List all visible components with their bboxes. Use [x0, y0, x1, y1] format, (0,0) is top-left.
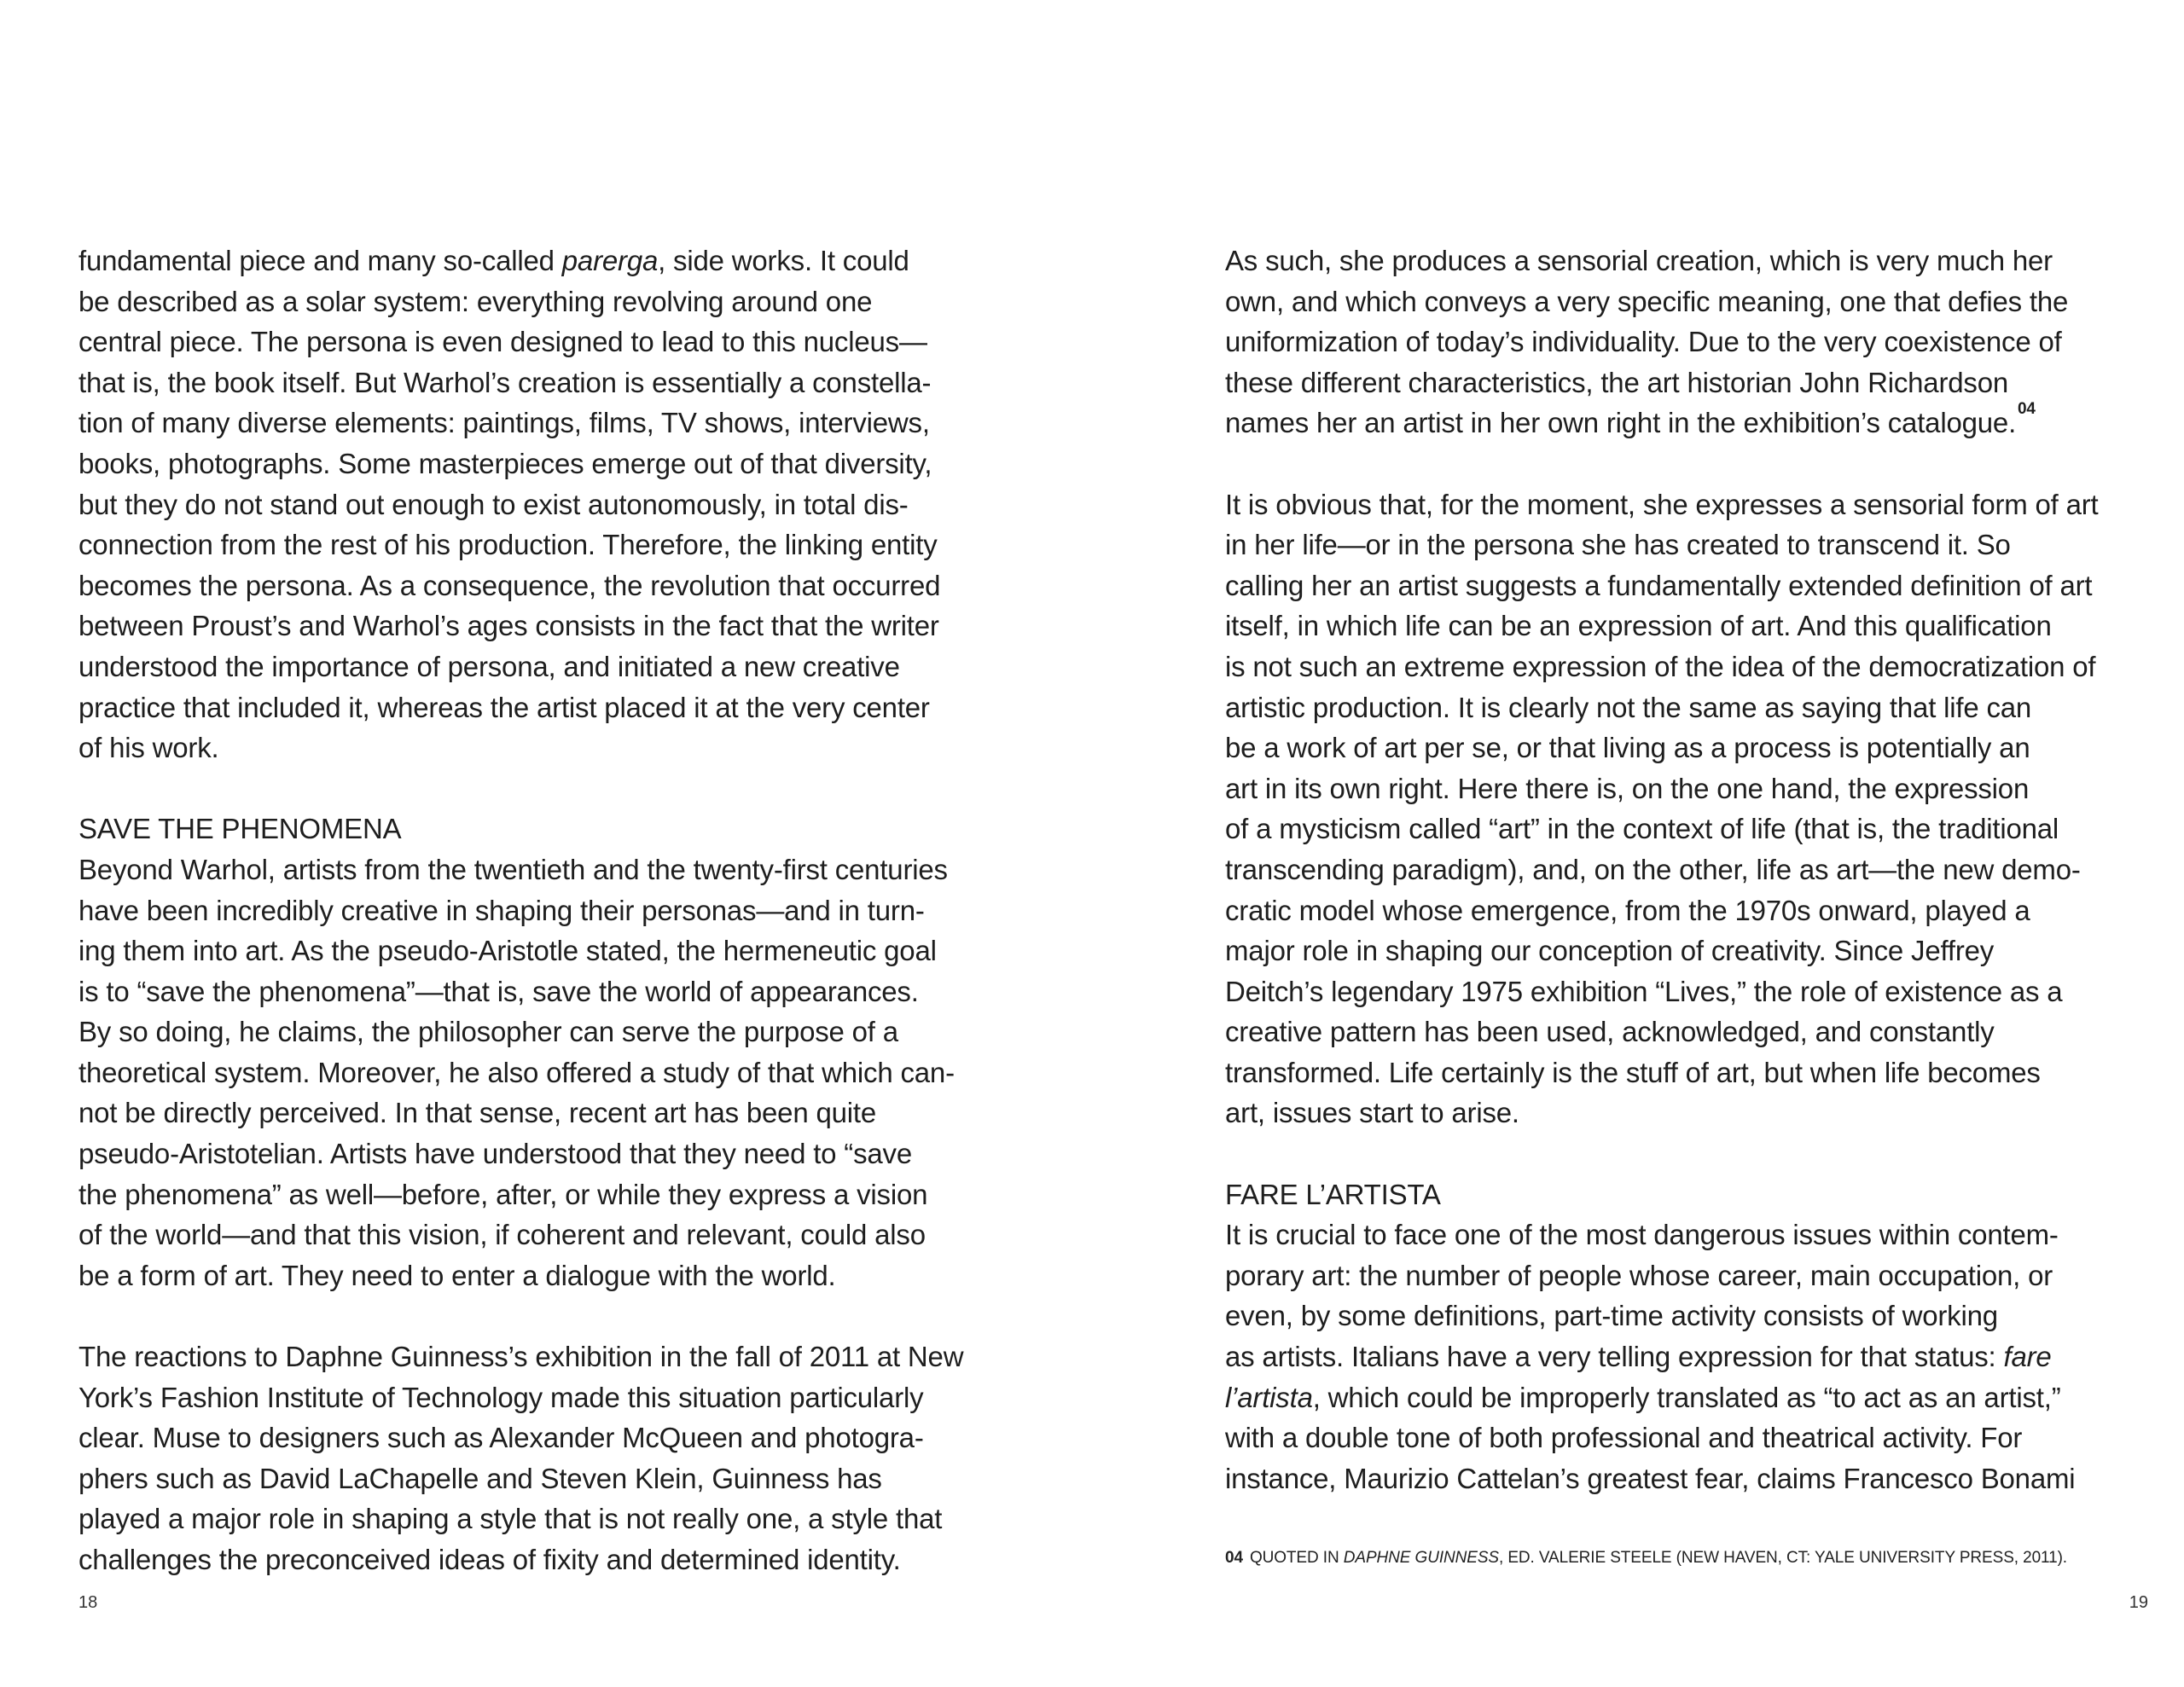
- left-page-body-text: [78, 241, 983, 1580]
- left-text-line: tion of many diverse elements: paintings, films, TV shows, interviews,: [78, 407, 930, 439]
- right-page-body-text: [1225, 241, 2116, 1499]
- right-text-line: [1225, 1377, 2116, 1418]
- left-text-line: [78, 241, 983, 281]
- left-text-line: ing them into art. As the pseudo-Aristotle stated, the hermeneutic goal: [78, 935, 937, 967]
- left-page-number: 18: [78, 1593, 98, 1612]
- left-text-line: is to “save the phenomena”—that is, save the world of appearances.: [78, 975, 919, 1007]
- right-text-line: these different characteristics, the art historian John Richardson: [1225, 366, 2009, 398]
- italic-term: fare: [2003, 1341, 2052, 1373]
- text-segment: , side works. It could: [658, 245, 909, 276]
- right-text-line: is not such an extreme expression of the idea of the democratization of: [1225, 650, 2096, 682]
- left-text-line: have been incredibly creative in shaping their personas—and in turn-: [78, 894, 925, 926]
- left-text-line: between Proust’s and Warhol’s ages consists in the fact that the writer: [78, 610, 939, 642]
- right-text-line: uniformization of today’s individuality. Due to the very coexistence of: [1225, 326, 2062, 358]
- right-text-line: calling her an artist suggests a fundamentally extended definition of art: [1225, 569, 2093, 601]
- right-page-number: 19: [2129, 1593, 2148, 1612]
- left-text-line: not be directly perceived. In that sense, recent art has been quite: [78, 1097, 877, 1129]
- right-text-line: even, by some definitions, part-time activity consists of working: [1225, 1300, 1998, 1332]
- footnote-italic-title: DAPHNE GUINNESS: [1343, 1549, 1499, 1567]
- left-text-line: understood the importance of persona, and initiated a new creative: [78, 650, 900, 682]
- right-text-line: As such, she produces a sensorial creation, which is very much her: [1225, 245, 2053, 276]
- right-text-line: creative pattern has been used, acknowledged, and constantly: [1225, 1016, 1995, 1048]
- right-text-line: with a double tone of both professional and theatrical activity. For: [1225, 1422, 2023, 1454]
- left-text-line: but they do not stand out enough to exist autonomously, in total dis-: [78, 488, 909, 520]
- right-section-heading: FARE L’ARTISTA: [1225, 1178, 1441, 1210]
- left-paragraph-gap: [78, 768, 983, 809]
- right-text-line: major role in shaping our conception of creativity. Since Jeffrey: [1225, 935, 1995, 967]
- left-text-line: Beyond Warhol, artists from the twentieth and the twenty-first centuries: [78, 853, 948, 885]
- left-text-line: theoretical system. Moreover, he also offered a study of that which can-: [78, 1056, 955, 1088]
- left-text-line: of his work.: [78, 732, 219, 764]
- text-segment: , which could be improperly translated as “to act as an artist,”: [1312, 1381, 2061, 1413]
- right-text-line: in her life—or in the persona she has created to transcend it. So: [1225, 529, 2011, 561]
- left-text-line: The reactions to Daphne Guinness’s exhibition in the fall of 2011 at New: [78, 1341, 964, 1373]
- footnote-text-before: QUOTED IN: [1249, 1549, 1344, 1567]
- right-text-line: transformed. Life certainly is the stuff of art, but when life becomes: [1225, 1056, 2041, 1088]
- italic-term: l’artista: [1225, 1381, 1313, 1413]
- right-text-line: transcending paradigm), and, on the other, life as art—the new demo-: [1225, 853, 2081, 885]
- right-text-line: It is obvious that, for the moment, she expresses a sensorial form of art: [1225, 488, 2099, 520]
- footnote-text-after: , ED. VALERIE STEELE (NEW HAVEN, CT: YALE UNIVERSITY PRESS, 2011).: [1498, 1549, 2067, 1567]
- footnote-reference: 04: [2018, 400, 2036, 419]
- right-text-line: porary art: the number of people whose career, main occupation, or: [1225, 1259, 2053, 1291]
- left-text-line: central piece. The persona is even designed to lead to this nucleus—: [78, 326, 927, 358]
- right-page: [1092, 0, 2184, 1687]
- left-text-line: of the world—and that this vision, if coherent and relevant, could also: [78, 1219, 926, 1251]
- right-text-line: art in its own right. Here there is, on the one hand, the expression: [1225, 772, 2030, 804]
- right-text-line: cratic model whose emergence, from the 1970s onward, played a: [1225, 894, 2030, 926]
- right-paragraph-gap: [1225, 443, 2116, 484]
- right-text-line: [1225, 400, 2116, 443]
- right-text-line: be a work of art per se, or that living as a process is potentially an: [1225, 732, 2030, 764]
- right-text-line: Deitch’s legendary 1975 exhibition “Lives,” the role of existence as a: [1225, 975, 2063, 1007]
- left-text-line: clear. Muse to designers such as Alexander McQueen and photogra-: [78, 1422, 924, 1454]
- left-text-line: be a form of art. They need to enter a dialogue with the world.: [78, 1259, 836, 1291]
- left-text-line: books, photographs. Some masterpieces emerge out of that diversity,: [78, 447, 932, 479]
- footnote-number: 04: [1225, 1549, 1243, 1567]
- footnote: [1225, 1549, 2067, 1568]
- italic-term: parerga: [561, 245, 659, 276]
- left-paragraph-gap: [78, 1296, 983, 1336]
- right-text-line: of a mysticism called “art” in the context of life (that is, the traditional: [1225, 813, 2059, 845]
- right-text-line: art, issues start to arise.: [1225, 1097, 1519, 1129]
- right-text-line: itself, in which life can be an expression of art. And this qualification: [1225, 610, 2052, 642]
- text-segment: fundamental piece and many so-called: [78, 245, 562, 276]
- left-text-line: that is, the book itself. But Warhol’s creation is essentially a constella-: [78, 366, 932, 398]
- left-text-line: challenges the preconceived ideas of fixity and determined identity.: [78, 1544, 901, 1575]
- right-text-line: own, and which conveys a very specific meaning, one that defies the: [1225, 285, 2069, 317]
- text-segment: as artists. Italians have a very telling expression for that status:: [1225, 1341, 2004, 1373]
- left-text-line: connection from the rest of his production. Therefore, the linking entity: [78, 529, 938, 561]
- right-text-line: instance, Maurizio Cattelan’s greatest fear, claims Francesco Bonami: [1225, 1462, 2076, 1494]
- left-text-line: By so doing, he claims, the philosopher can serve the purpose of a: [78, 1016, 898, 1048]
- left-text-line: practice that included it, whereas the artist placed it at the very center: [78, 691, 930, 723]
- left-section-heading: SAVE THE PHENOMENA: [78, 813, 402, 845]
- right-text-line: [1225, 1336, 2116, 1377]
- left-text-line: pseudo-Aristotelian. Artists have understood that they need to “save: [78, 1138, 912, 1170]
- left-text-line: played a major role in shaping a style that is not really one, a style that: [78, 1503, 943, 1535]
- left-text-line: becomes the persona. As a consequence, the revolution that occurred: [78, 569, 941, 601]
- right-text-line: It is crucial to face one of the most dangerous issues within contem-: [1225, 1219, 2059, 1251]
- left-text-line: be described as a solar system: everything revolving around one: [78, 285, 873, 317]
- right-text-line: artistic production. It is clearly not the same as saying that life can: [1225, 691, 2032, 723]
- left-text-line: the phenomena” as well—before, after, or while they express a vision: [78, 1178, 928, 1210]
- text-segment: names her an artist in her own right in the exhibition’s catalogue.: [1225, 407, 2017, 439]
- right-paragraph-gap: [1225, 1133, 2116, 1174]
- left-text-line: York’s Fashion Institute of Technology made this situation particularly: [78, 1381, 924, 1413]
- left-text-line: phers such as David LaChapelle and Steven Klein, Guinness has: [78, 1462, 882, 1494]
